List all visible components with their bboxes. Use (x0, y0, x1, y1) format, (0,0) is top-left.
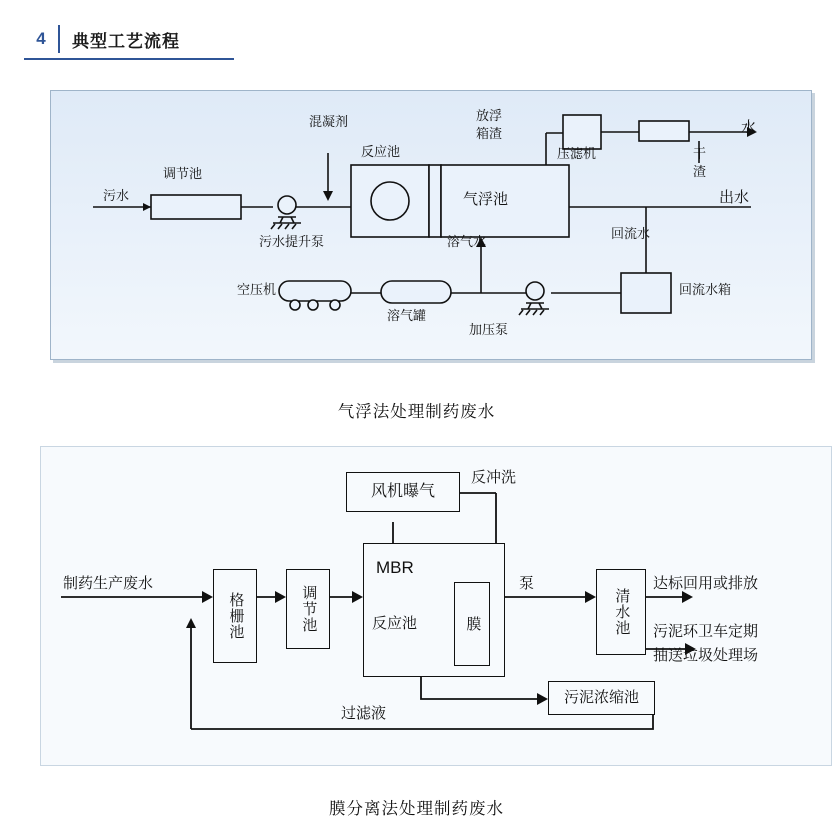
box-mbr-reactor (363, 543, 505, 677)
figure1-caption: 气浮法处理制药废水 (337, 403, 496, 421)
page-title: 典型工艺流程 (72, 31, 180, 51)
label-influent: 制药生产废水 (63, 575, 154, 592)
label-air-compressor: 空压机 (237, 282, 277, 297)
box-membrane (454, 582, 490, 666)
label-discharge: 达标回用或排放 (653, 575, 759, 592)
box-clean-tank-label: 清水池 (613, 588, 631, 636)
box-sludge-thickener-label: 污泥浓缩池 (563, 688, 639, 706)
label-lift-pump: 污水提升泵 (259, 234, 325, 249)
box-adjust-tank-label: 调节池 (300, 585, 318, 633)
page-header (24, 20, 234, 60)
label-dry-slag-line1: 干 (693, 146, 707, 161)
box-mbr-label-bottom: 反应池 (372, 615, 418, 632)
label-dissolved-air-water: 溶气水 (447, 234, 487, 249)
label-return-tank: 回流水箱 (679, 282, 732, 297)
section-number: 4 (36, 29, 46, 48)
header-divider (58, 25, 60, 53)
box-mbr-label-top: MBR (376, 558, 414, 577)
box-sludge-thickener (548, 681, 655, 715)
label-dry-slag-line2: 渣 (693, 164, 707, 179)
box-blower-aeration (346, 472, 460, 512)
label-filter-press: 压滤机 (557, 146, 597, 161)
label-sludge-note-line1: 污泥环卫车定期 (653, 623, 759, 640)
label-pressure-pump: 加压泵 (469, 322, 509, 337)
label-air-tank: 溶气罐 (387, 308, 427, 323)
figure-flotation-process (50, 90, 812, 360)
label-flotation-tank: 气浮池 (463, 191, 509, 208)
label-backwash: 反冲洗 (471, 469, 517, 486)
label-coagulant: 混凝剂 (309, 114, 349, 129)
box-clean-tank (596, 569, 646, 655)
label-reaction-tank: 反应池 (361, 144, 401, 159)
label-return-water: 回流水 (611, 226, 651, 241)
label-pump: 泵 (519, 575, 535, 592)
label-scum-tank-line2: 箱渣 (476, 126, 503, 141)
box-grille-tank (213, 569, 257, 663)
label-adjust-tank: 调节池 (163, 166, 203, 181)
box-adjust-tank (286, 569, 330, 649)
label-scum-tank-line1: 放浮 (476, 108, 503, 123)
figure2-caption: 膜分离法处理制药废水 (329, 800, 504, 818)
label-sludge-note-line2: 抽送垃圾处理场 (653, 647, 759, 664)
figure-membrane-process (40, 446, 832, 766)
box-membrane-label: 膜 (464, 616, 482, 632)
label-effluent: 出水 (719, 189, 750, 206)
box-grille-tank-label: 格栅池 (227, 592, 245, 640)
figure1-diagram (51, 91, 811, 359)
label-water: 水 (741, 119, 757, 136)
label-wastewater: 污水 (103, 188, 130, 203)
label-filtrate: 过滤液 (341, 705, 387, 722)
box-blower-aeration-label: 风机曝气 (370, 483, 435, 501)
